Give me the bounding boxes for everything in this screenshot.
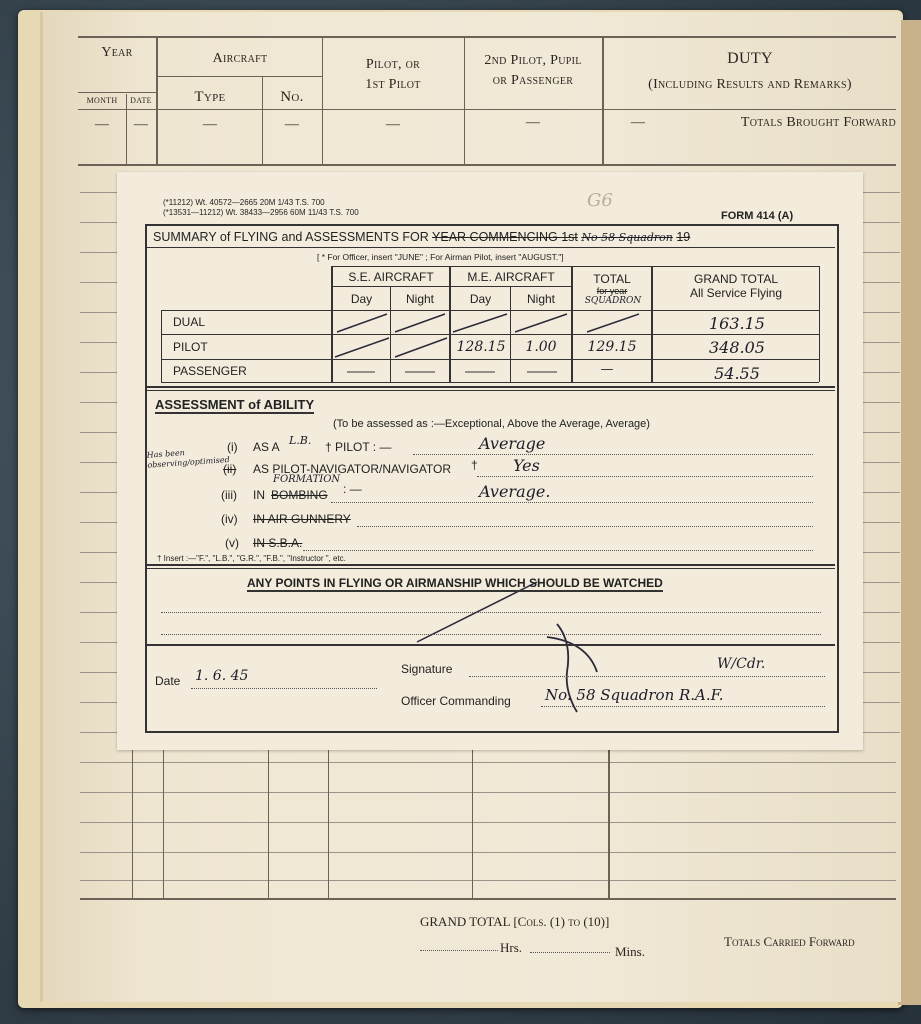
totals-carried-forward: Totals Carried Forward	[724, 934, 855, 949]
totals-brought-forward: Totals Brought Forward	[740, 115, 896, 130]
total-header: TOTAL	[593, 272, 631, 286]
pilot-me-night: 1.00	[525, 339, 557, 355]
date-value: 1. 6. 45	[195, 668, 249, 684]
duty-header-line2: (Including Results and Remarks)	[648, 77, 852, 92]
passenger-total: —	[600, 362, 614, 377]
print-ref-2: (*13531—11212) Wt. 38433—2956 60M 11/43 T.S. 700	[163, 208, 359, 217]
instructions: [ * For Officer, insert "JUNE" ; For Airman Pilot, insert "AUGUST."]	[317, 252, 564, 262]
month-header: MONTH	[86, 96, 118, 105]
date-header: DATE	[130, 96, 152, 105]
se-night-header: Night	[405, 292, 434, 306]
print-ref-1: (*11212) Wt. 40572—2665 20M 1/43 T.S. 700	[163, 198, 325, 207]
pilot-total: 129.15	[587, 339, 637, 355]
grand-total-header-1: GRAND TOTAL	[693, 272, 779, 286]
me-aircraft-header: M.E. AIRCRAFT	[467, 270, 555, 284]
summary-tail: 19	[676, 230, 691, 244]
total-handwritten: SQUADRON	[584, 296, 642, 306]
pilot2-header-line2: or Passenger	[492, 73, 574, 88]
row-passenger-label: PASSENGER	[173, 364, 247, 378]
se-day-header: Day	[350, 292, 373, 306]
signature-value: W/Cdr.	[717, 656, 766, 672]
summary-title: SUMMARY of FLYING and ASSESSMENTS FOR	[153, 230, 429, 244]
row-dual-label: DUAL	[173, 315, 206, 329]
form-number: FORM 414 (A)	[721, 210, 794, 222]
dash-month: —	[94, 117, 110, 132]
total-struck: for year	[596, 286, 628, 296]
assessment-note: (To be assessed as :—Exceptional, Above the Average, Average)	[333, 418, 650, 430]
pilot1-header-line1: Pilot, or	[365, 57, 421, 72]
year-header: Year	[101, 45, 133, 60]
aircraft-header: Aircraft	[212, 51, 268, 66]
dash-type: —	[202, 117, 218, 132]
me-night-header: Night	[526, 292, 555, 306]
dash-pilot2: —	[525, 115, 541, 130]
pencil-mark: G6	[587, 190, 613, 211]
assessment-navigator-value: Yes	[513, 456, 540, 475]
no-header: No.	[280, 89, 304, 105]
me-day-header: Day	[469, 292, 492, 306]
dash-no: —	[284, 117, 300, 132]
dash-date: —	[133, 117, 149, 132]
mins-label: Mins.	[615, 944, 645, 959]
summary-struck: YEAR COMMENCING 1st	[432, 230, 578, 244]
dual-grand-total: 163.15	[709, 314, 765, 333]
signature-label: Signature	[401, 662, 453, 676]
assessment-footnote: † Insert :—"F.", "L.B.", "G.R.", "F.B.", "Instructor ", etc.	[157, 554, 346, 563]
assessment-pilot-value: Average	[479, 434, 546, 453]
se-aircraft-header: S.E. AIRCRAFT	[348, 270, 434, 284]
grand-total-label: GRAND TOTAL [Cols. (1) to (10)]	[420, 914, 610, 929]
passenger-grand-total: 54.55	[714, 364, 760, 383]
next-page-edge	[898, 20, 921, 1005]
hrs-label: Hrs.	[500, 940, 523, 955]
dash-pilot1: —	[385, 117, 401, 132]
oc-value: No. 58 Squadron R.A.F.	[545, 686, 724, 704]
summary-handwritten: No 58 Squadron	[581, 231, 673, 244]
assessment-formation-value: Average.	[479, 482, 551, 501]
margin-note: Has been observing/optimised	[146, 448, 230, 470]
duty-header-line1: DUTY	[727, 50, 773, 67]
date-label: Date	[155, 674, 181, 688]
pilot2-header-line1: 2nd Pilot, Pupil	[484, 53, 582, 68]
dash-duty: —	[630, 115, 646, 130]
form-414a: (*11212) Wt. 40572—2665 20M 1/43 T.S. 700 (*13531—11212) Wt. 38433—2956 60M 11/43 T.S. 700 G6 FORM 414 (A) SUMMARY of FLYING and ASSESSMENTS FOR YEAR COMMENCING 1st No 58 Squadron 19 [ * For Officer, insert "JUNE" ; For Airman Pilot, insert "AUGUST."] S.E. AIRCRAFT M.E. AIRCRAFT Day Night Day Night TOTAL for year SQUADRON GRAND TOTAL All Service Flying DUAL PILOT PASSENGER 128.15 1.00 129.15 — 163.15 348.05 54.55 ASSESSMENT of ABILITY (To be assessed as :—Exceptional, Above the Average, Average) Has been observing/optimised (i) AS A L.B. † PILOT : — Average (ii) AS PILOT-NAVIGATOR/NAVIGATOR † Yes (iii) IN BOMBING FORMATION : — Average. (iv) IN AIR GUNNERY (v) IN S.B.A. † Insert :—"F.", "L.B.", "G.R.", "F.B.", "Instructor ", etc. ANY POINTS IN FLYING OR AIRMANSHIP WHICH SHOULD BE WATCHED Date 1. 6. 45 Signature W/Cdr. Officer Commanding No. 58 Squadron R.A.F.	[117, 172, 863, 750]
pilot-me-day: 128.15	[456, 339, 506, 355]
pilot1-header-line2: 1st Pilot	[365, 77, 421, 92]
row-pilot-label: PILOT	[173, 340, 208, 354]
logbook-header	[78, 36, 896, 164]
grand-total-header-2: All Service Flying	[689, 286, 783, 300]
pilot-grand-total: 348.05	[709, 338, 765, 357]
oc-label: Officer Commanding	[401, 694, 511, 708]
type-header: Type	[194, 89, 226, 105]
assessment-title: ASSESSMENT of ABILITY	[155, 397, 315, 412]
points-title: ANY POINTS IN FLYING OR AIRMANSHIP WHICH SHOULD BE WATCHED	[247, 576, 663, 590]
